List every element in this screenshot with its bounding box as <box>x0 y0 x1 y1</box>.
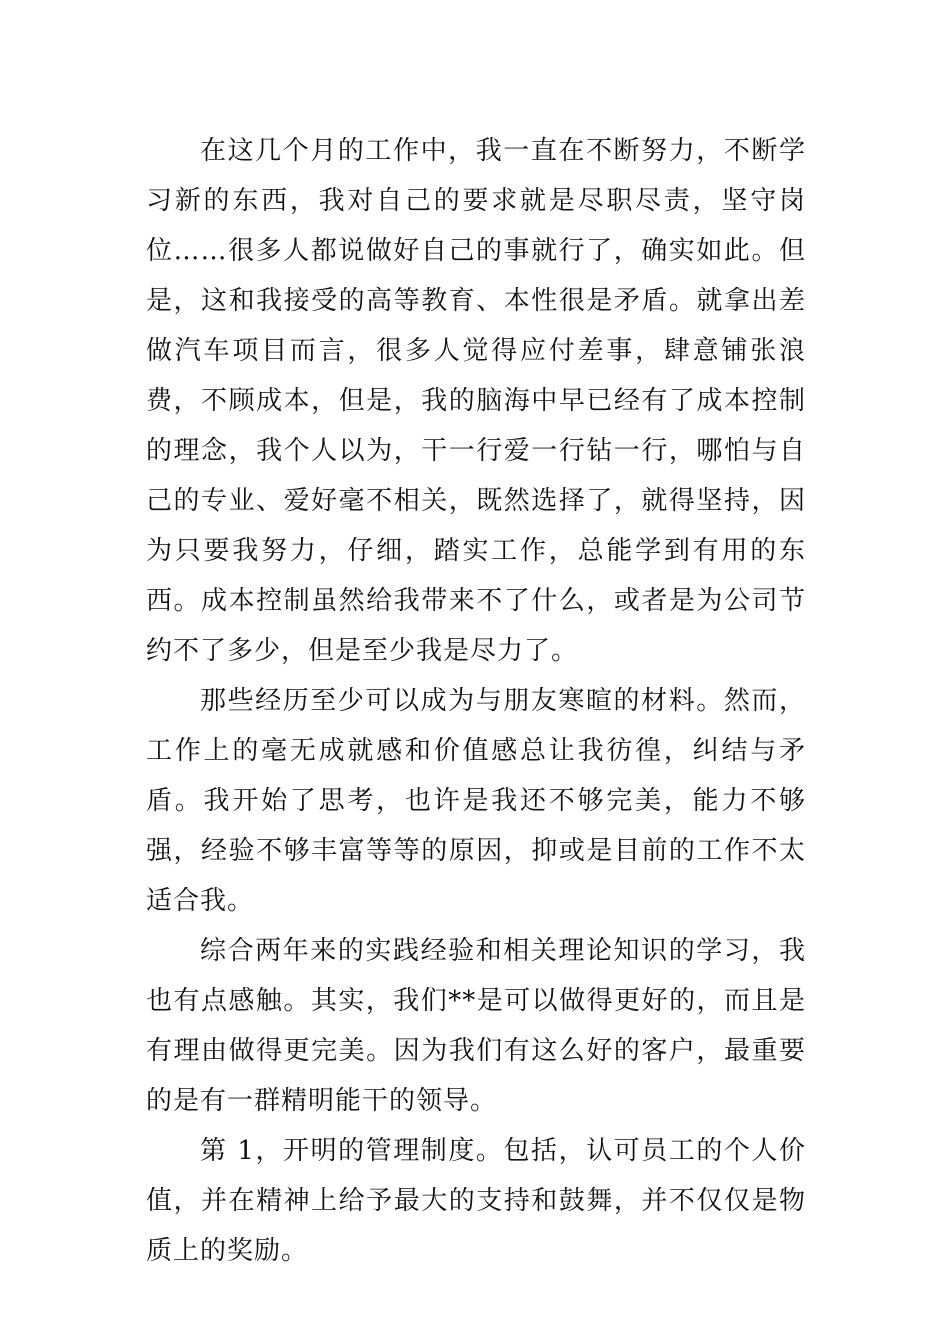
paragraph-1: 在这几个月的工作中，我一直在不断努力，不断学习新的东西，我对自己的要求就是尽职尽责，坚守岗位……很多人都说做好自己的事就行了，确实如此。但是，这和我接受的高等教育、本性很是矛盾。就拿出差做汽车项目而言，很多人觉得应付差事，肆意铺张浪费，不顾成本，但是，我的脑海中早已经有了成本控制的理念，我个人以为，干一行爱一行钻一行，哪怕与自己的专业、爱好毫不相关，既然选择了，就得坚持，因为只要我努力，仔细，踏实工作，总能学到有用的东西。成本控制虽然给我带来不了什么，或者是为公司节约不了多少，但是至少我是尽力了。 <box>146 136 806 666</box>
paragraph-2: 那些经历至少可以成为与朋友寒暄的材料。然而，工作上的毫无成就感和价值感总让我彷徨，纠结与矛盾。我开始了思考，也许是我还不够完美，能力不够强，经验不够丰富等等的原因，抑或是目前的工作不太适合我。 <box>146 686 806 916</box>
paragraph-4: 第 1，开明的管理制度。包括，认可员工的个人价值，并在精神上给予最大的支持和鼓舞，并不仅仅是物质上的奖励。 <box>146 1136 806 1266</box>
paragraph-3: 综合两年来的实践经验和相关理论知识的学习，我也有点感触。其实，我们**是可以做得更好的，而且是有理由做得更完美。因为我们有这么好的客户，最重要的是有一群精明能干的领导。 <box>146 936 806 1116</box>
document-body <box>146 126 806 1276</box>
